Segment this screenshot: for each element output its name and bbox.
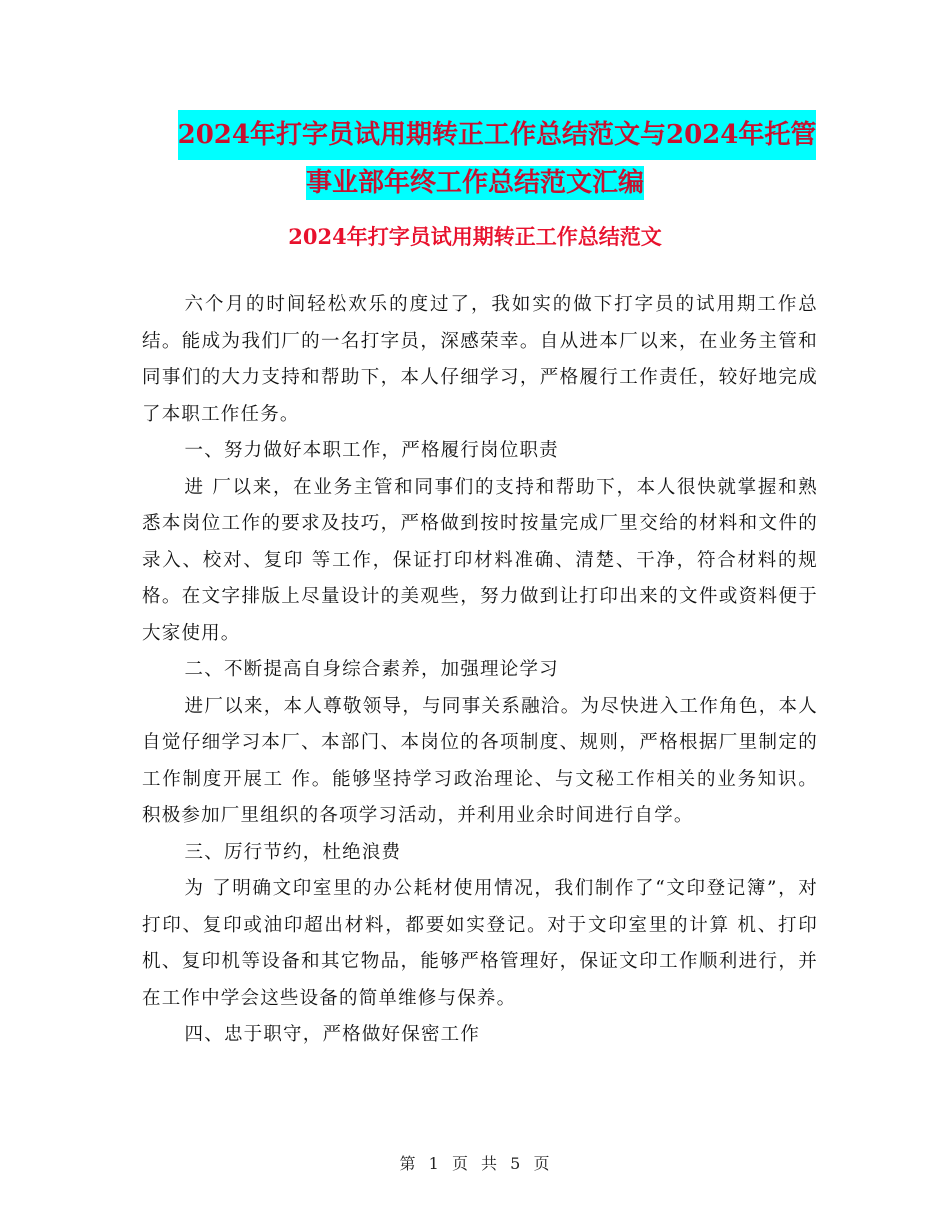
title-line-1: 2024年打字员试用期转正工作总结范文与2024年托管 — [178, 110, 817, 160]
heading-3: 三、厉行节约，杜绝浪费 — [184, 841, 402, 863]
paragraph-intro: 六个月的时间轻松欢乐的度过了，我如实的做下打字员的试用期工作总结。能成为我们厂的一名打字员，深感荣幸。自从进本厂以来，在业务主管和同事们的大力支持和帮助下，本人仔细学习，严格履行工作责任，较好地完成了本职工作任务。 — [142, 294, 818, 425]
heading-4: 四、忠于职守，严格做好保密工作 — [184, 1024, 481, 1045]
footer-label-total: 共 — [481, 1154, 499, 1173]
title-line-2: 事业部年终工作总结范文汇编 — [305, 168, 644, 198]
footer-label-ye-2: 页 — [533, 1154, 551, 1173]
page-footer — [0, 1152, 950, 1176]
document-body — [142, 287, 818, 1054]
document-title — [0, 110, 950, 206]
paragraph-3: 为 了明确文印室里的办公耗材使用情况，我们制作了“文印登记簿”，对打印、复印或油印超出材料，都要如实登记。对于文印室里的计算 机、打印机、复印机等设备和其它物品，能够严格管理好，保证文印工作顺利进行，并在工作中学会这些设备的简单维修与保养。 — [142, 878, 818, 1009]
footer-label-ye: 页 — [451, 1154, 469, 1173]
paragraph-1: 进 厂以来，在业务主管和同事们的支持和帮助下，本人很快就掌握和熟悉本岗位工作的要求及技巧，严格做到按时按量完成厂里交给的材料和文件的录入、校对、复印 等工作，保证打印材料准确、清楚、干净，符合材料的规格。在文字排版上尽量设计的美观些，努力做到让打印出来的文件或资料便于大家使用。 — [142, 476, 818, 644]
heading-1: 一、努力做好本职工作，严格履行岗位职责 — [184, 440, 559, 461]
footer-label-page: 第 — [399, 1154, 417, 1173]
heading-2: 二、不断提高自身综合素养，加强理论学习 — [184, 659, 559, 680]
section-title: 2024年打字员试用期转正工作总结范文 — [288, 224, 662, 249]
footer-current-page: 1 — [428, 1154, 440, 1173]
footer-total-pages: 5 — [510, 1154, 522, 1173]
paragraph-2: 进厂以来，本人尊敬领导，与同事关系融洽。为尽快进入工作角色，本人自觉仔细学习本厂、本部门、本岗位的各项制度、规则，严格根据厂里制定的工作制度开展工 作。能够坚持学习政治理论、与文秘工作相关的业务知识。积极参加厂里组织的各项学习活动，并利用业余时间进行自学。 — [142, 695, 818, 826]
